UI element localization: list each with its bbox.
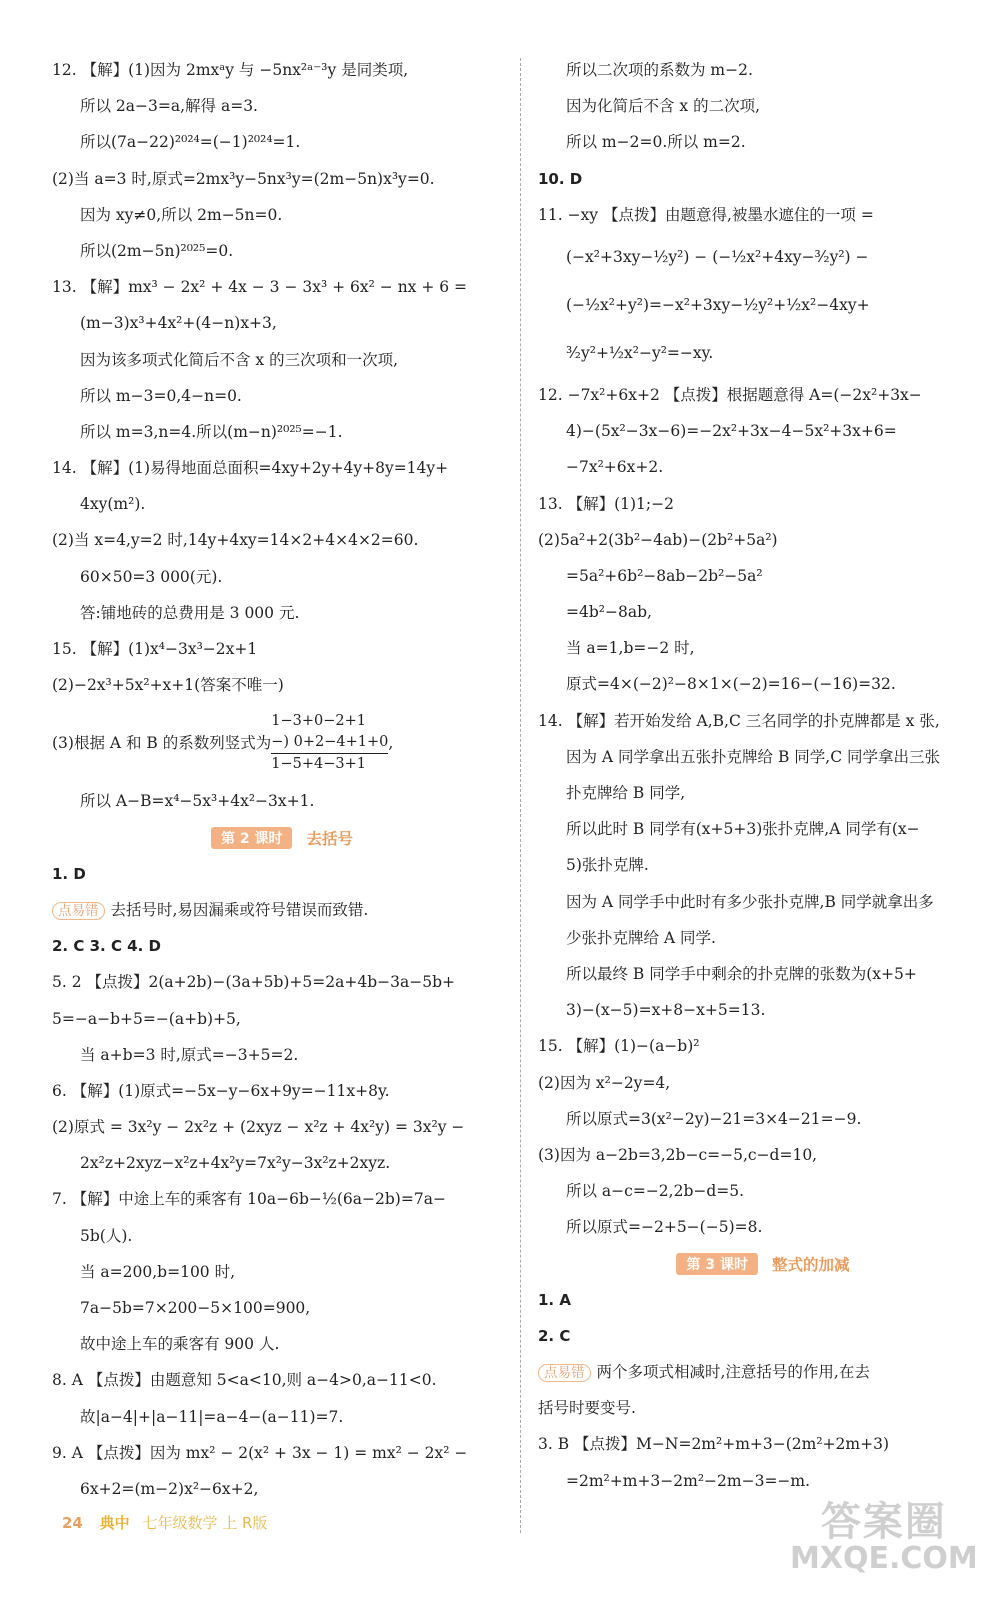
text-line: 因为 A 同学手中此时有多少张扑克牌,B 同学就拿出多 [566, 892, 934, 911]
text-line: (3)根据 A 和 B 的系数列竖式为 [52, 734, 272, 753]
section-header-3 [538, 1245, 988, 1281]
tip-line [538, 1354, 988, 1390]
section-header-2 [52, 820, 512, 856]
text-line: 4xy(m²). [80, 495, 146, 514]
column-divider [520, 58, 521, 1533]
text-line: 4)−(5x²−3x−6)=−2x²+3x−4−5x²+3x+6= [566, 422, 897, 441]
text-line: 11. −xy 【点拨】由题意得,被墨水遮住的一项 = [538, 205, 874, 224]
text-line: 所以最终 B 同学手中剩余的扑克牌的张数为(x+5+ [566, 964, 917, 983]
text-line: 15. 【解】(1)x⁴−3x³−2x+1 [52, 640, 258, 658]
text-line: 15. 【解】(1)−(a−b)² [538, 1037, 700, 1056]
text-line: 所以 m−3=0,4−n=0. [80, 386, 242, 405]
text-line: 3. B 【点拨】M−N=2m²+m+3−(2m²+2m+3) [538, 1435, 889, 1454]
text-line: 所以 a−c=−2,2b−d=5. [566, 1182, 745, 1201]
text-line: 14. 【解】(1)易得地面总面积=4xy+2y+4y+8y=14y+ [52, 459, 449, 478]
text-line: 5b(人). [80, 1226, 133, 1245]
text-line: 5)张扑克牌. [566, 856, 649, 875]
vertical-calc-top: 1−3+0−2+1 [271, 713, 366, 730]
text-line: 12. 【解】(1)因为 2mxᵃy 与 −5nx²ᵃ⁻³y 是同类项, [52, 61, 409, 79]
tip-text: 两个多项式相减时,注意括号的作用,在去 [596, 1363, 870, 1381]
book-title: 七年级数学 上 R版 [142, 1514, 268, 1532]
watermark-text: 答案圈 [820, 1499, 947, 1545]
left-column [52, 52, 512, 1507]
watermark [790, 1490, 978, 1576]
text-line: 少张扑克牌给 A 同学. [566, 928, 716, 947]
text-line: (m−3)x³+4x²+(4−n)x+3, [80, 314, 277, 333]
answer-line: 1. D [52, 864, 86, 883]
text-line: 14. 【解】若开始发给 A,B,C 三名同学的扑克牌都是 x 张, [538, 711, 940, 730]
text-line: −7x²+6x+2. [566, 458, 664, 477]
text-line: 当 a=200,b=100 时, [80, 1262, 236, 1281]
answer-line: 2. C 3. C 4. D [52, 937, 161, 956]
watermark-url: MXQE.COM [790, 1541, 978, 1576]
vertical-calculation [52, 703, 512, 783]
text-line: 9. A 【点拨】因为 mx² − 2(x² + 3x − 1) = mx² − 2x² − [52, 1443, 468, 1462]
text-line: 2x²z+2xyz−x²z+4x²y=7x²y−3x²z+2xyz. [80, 1154, 391, 1173]
text-line: (3)因为 a−2b=3,2b−c=−5,c−d=10, [538, 1145, 818, 1164]
text-line: 6. 【解】(1)原式=−5x−y−6x+9y=−11x+8y. [52, 1081, 390, 1100]
text-line: 因为 xy≠0,所以 2m−5n=0. [80, 205, 283, 224]
section-title: 整式的加减 [771, 1254, 850, 1274]
text-line: 5. 2 【点拨】2(a+2b)−(3a+5b)+5=2a+4b−3a−5b+ [52, 973, 455, 992]
text-line: =2m²+m+3−2m²−2m−3=−m. [566, 1471, 811, 1490]
section-badge: 第 3 课时 [676, 1253, 758, 1275]
text-line: 所以原式=3(x²−2y)−21=3×4−21=−9. [566, 1109, 862, 1128]
text-line: 13. 【解】mx³ − 2x² + 4x − 3 − 3x³ + 6x² − nx + 6 = [52, 278, 468, 297]
tip-text: 去括号时,易因漏乘或符号错误而致错. [110, 900, 369, 919]
text-line: 8. A 【点拨】由题意知 5<a<10,则 a−4>0,a−11<0. [52, 1371, 437, 1390]
text-line: (2)−2x³+5x²+x+1(答案不唯一) [52, 676, 284, 695]
text-line: (−½x²+y²)=−x²+3xy−½y²+½x²−4xy+ [566, 295, 870, 314]
answer-line: 1. A [538, 1290, 571, 1309]
text-line: (2)原式 = 3x²y − 2x²z + (2xyz − x²z + 4x²y) = 3x²y − [52, 1118, 465, 1137]
text-line: 故|a−4|+|a−11|=a−4−(a−11)=7. [80, 1407, 344, 1426]
text-line: 因为化简后不含 x 的二次项, [566, 97, 761, 116]
text-line: 扑克牌给 B 同学, [566, 784, 686, 802]
text-line: 60×50=3 000(元). [80, 567, 223, 586]
vertical-calc-bottom: 1−5+4−3+1 [271, 756, 366, 773]
text-line: 6x+2=(m−2)x²−6x+2, [80, 1479, 259, 1498]
text-line: 所以 2a−3=a,解得 a=3. [80, 97, 258, 116]
tip-text-continued: 括号时要变号. [538, 1399, 636, 1418]
text-line: 因为 A 同学拿出五张扑克牌给 B 同学,C 同学拿出三张 [566, 747, 941, 766]
text-line: 所以(7a−22)²⁰²⁴=(−1)²⁰²⁴=1. [80, 133, 301, 152]
brand-logo: 典中 [99, 1514, 130, 1532]
text-line: 所以此时 B 同学有(x+5+3)张扑克牌,A 同学有(x− [566, 820, 920, 839]
answer-line: 2. C [538, 1326, 571, 1345]
vertical-calc-end: , [388, 734, 394, 753]
page-number: 24 [62, 1514, 83, 1532]
vertical-calc-stack [271, 711, 388, 775]
text-line: (2)5a²+2(3b²−4ab)−(2b²+5a²) [538, 530, 778, 549]
text-line: (−x²+3xy−½y²) − (−½x²+4xy−³⁄₂y²) − [566, 247, 869, 266]
text-line: (2)当 x=4,y=2 时,14y+4xy=14×2+4×4×2=60. [52, 531, 419, 550]
answer-line: 10. D [538, 169, 583, 188]
text-line: 7a−5b=7×200−5×100=900, [80, 1299, 311, 1317]
text-line: 所以 m−2=0.所以 m=2. [566, 133, 746, 152]
text-line: ³⁄₂y²+½x²−y²=−xy. [566, 343, 714, 362]
text-line: =5a²+6b²−8ab−2b²−5a² [566, 566, 763, 585]
text-line: =4b²−8ab, [566, 603, 652, 622]
text-line: 13. 【解】(1)1;−2 [538, 494, 674, 513]
text-line: 故中途上车的乘客有 900 人. [80, 1335, 280, 1354]
text-line: 所以 m=3,n=4.所以(m−n)²⁰²⁵=−1. [80, 422, 343, 441]
tip-line [52, 892, 512, 928]
text-line: 12. −7x²+6x+2 【点拨】根据题意得 A=(−2x²+3x− [538, 385, 922, 404]
tip-badge: 点易错 [52, 902, 105, 920]
vertical-calc-mid: −) 0+2−4+1+0 [271, 732, 388, 754]
text-line: 所以(2m−5n)²⁰²⁵=0. [80, 241, 234, 260]
right-column [538, 52, 988, 1499]
text-line: (2)因为 x²−2y=4, [538, 1073, 671, 1092]
text-line: 所以二次项的系数为 m−2. [566, 61, 753, 79]
tip-badge: 点易错 [538, 1364, 591, 1382]
text-line: 答:铺地砖的总费用是 3 000 元. [80, 603, 300, 622]
section-title: 去括号 [306, 828, 353, 848]
text-line: 7. 【解】中途上车的乘客有 10a−6b−½(6a−2b)=7a− [52, 1190, 446, 1209]
text-line: 3)−(x−5)=x+8−x+5=13. [566, 1001, 766, 1020]
text-line: 当 a+b=3 时,原式=−3+5=2. [80, 1045, 299, 1064]
page-footer [62, 1512, 267, 1533]
text-line: 所以 A−B=x⁴−5x³+4x²−3x+1. [80, 792, 315, 811]
text-line: 因为该多项式化简后不含 x 的三次项和一次项, [80, 350, 399, 369]
section-badge: 第 2 课时 [211, 827, 293, 849]
text-line: 所以原式=−2+5−(−5)=8. [566, 1218, 763, 1237]
text-line: (2)当 a=3 时,原式=2mx³y−5nx³y=(2m−5n)x³y=0. [52, 169, 435, 188]
text-line: 5=−a−b+5=−(a+b)+5, [52, 1009, 241, 1028]
text-line: 当 a=1,b=−2 时, [566, 639, 695, 658]
text-line: 原式=4×(−2)²−8×1×(−2)=16−(−16)=32. [566, 675, 896, 694]
